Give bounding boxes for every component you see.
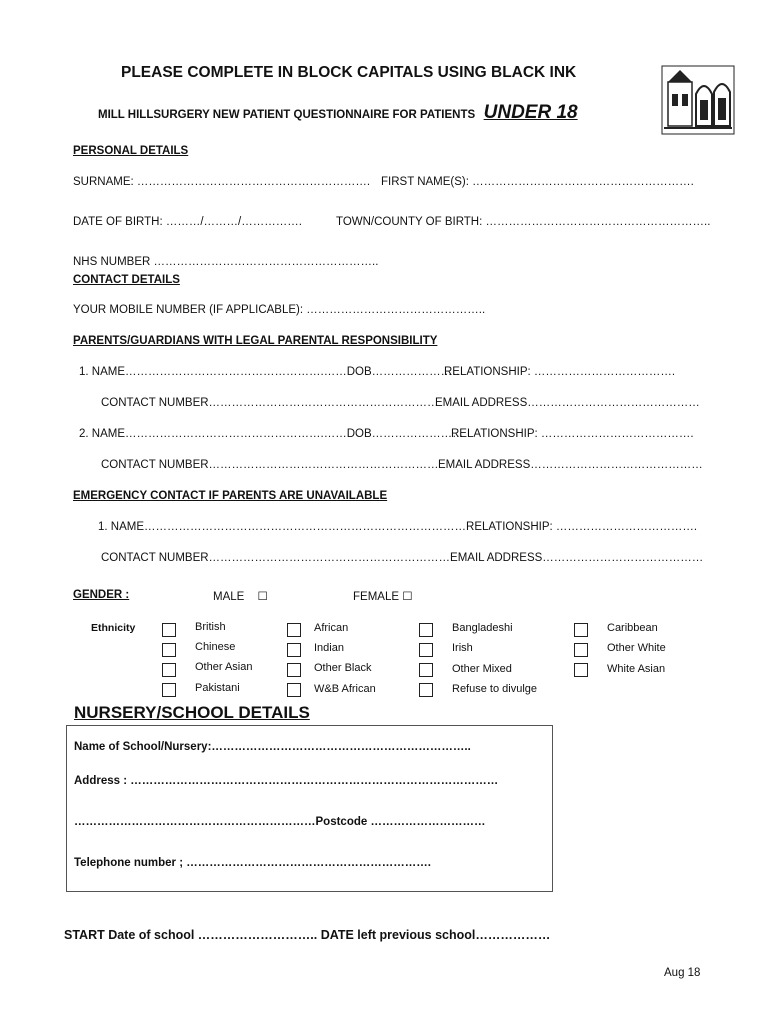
ethnicity-checkbox[interactable] — [419, 683, 433, 697]
under-18-label: UNDER 18 — [483, 102, 578, 123]
ethnicity-option: British — [195, 621, 226, 633]
parent2-name-field[interactable]: 2. NAME…………………………………………….……DOB…………………… — [79, 428, 464, 440]
surgery-logo-icon — [660, 64, 736, 136]
subtitle-text: MILL HILLSURGERY NEW PATIENT QUESTIONNAIRE FOR PATIENTS — [98, 109, 476, 121]
female-label: FEMALE — [353, 591, 400, 603]
ethnicity-option: White Asian — [607, 663, 666, 675]
form-subtitle — [98, 102, 578, 124]
ethnicity-checkbox[interactable] — [574, 623, 588, 637]
parent2-relationship-field[interactable]: RELATIONSHIP: …………………………………. — [451, 428, 694, 440]
ethnicity-option: W&B African — [314, 683, 376, 695]
parent1-name-field[interactable]: 1. NAME…………………………………………….……DOB…………………… — [79, 366, 464, 378]
parent1-relationship-field[interactable]: RELATIONSHIP: ………………………………. — [444, 366, 676, 378]
ethnicity-option: Chinese — [195, 641, 236, 653]
school-telephone-field[interactable]: Telephone number ; ………………………………………………………. — [74, 857, 431, 869]
gender-female-option[interactable] — [353, 589, 413, 603]
gender-male-option[interactable] — [213, 589, 268, 603]
ethnicity-option: Indian — [314, 642, 344, 654]
ethnicity-option: Irish — [452, 642, 473, 654]
parent2-email-field[interactable]: EMAIL ADDRESS……………………………………… — [438, 459, 703, 471]
emergency-name-field[interactable]: 1. NAME…………………………………………………………………………RELATIONSHIP: ………………………………. — [98, 521, 698, 533]
ethnicity-label: Ethnicity — [91, 622, 136, 634]
ethnicity-checkbox[interactable] — [419, 623, 433, 637]
school-details-heading: NURSERY/SCHOOL DETAILS — [74, 703, 310, 722]
nhs-number-field[interactable]: NHS NUMBER ………………………………………………….. — [73, 256, 379, 268]
ethnicity-checkbox[interactable] — [287, 663, 301, 677]
ethnicity-option: Other White — [607, 642, 666, 654]
male-label: MALE — [213, 591, 245, 603]
ethnicity-option: Pakistani — [195, 682, 240, 694]
school-dates-field[interactable]: START Date of school ……………………….. DATE left previous school……………… — [64, 928, 551, 942]
ethnicity-checkbox[interactable] — [162, 663, 176, 677]
contact-details-heading: CONTACT DETAILS — [73, 274, 180, 286]
gender-label: GENDER : — [73, 589, 130, 601]
ethnicity-option: Other Mixed — [452, 663, 512, 675]
school-name-field[interactable]: Name of School/Nursery:………………………………………………………….. — [74, 741, 471, 753]
ethnicity-checkbox[interactable] — [162, 623, 176, 637]
ethnicity-option: Bangladeshi — [452, 622, 513, 634]
parent2-contact-field[interactable]: CONTACT NUMBER…………………………………………………… — [101, 459, 439, 471]
town-of-birth-field[interactable]: TOWN/COUNTY OF BIRTH: ………………………………………………….. — [336, 216, 711, 228]
parent1-email-field[interactable]: EMAIL ADDRESS……………………………………… — [435, 397, 700, 409]
footer-date: Aug 18 — [664, 967, 701, 979]
mobile-number-field[interactable]: YOUR MOBILE NUMBER (IF APPLICABLE): ……………………………………….. — [73, 304, 486, 316]
ethnicity-option: Caribbean — [607, 622, 658, 634]
parent1-contact-field[interactable]: CONTACT NUMBER…………………………………………………… — [101, 397, 439, 409]
ethnicity-checkbox[interactable] — [287, 683, 301, 697]
ethnicity-checkbox[interactable] — [287, 643, 301, 657]
ethnicity-checkbox[interactable] — [419, 643, 433, 657]
personal-details-heading: PERSONAL DETAILS — [73, 145, 189, 157]
first-name-field[interactable]: FIRST NAME(S): …………………………………………………. — [381, 176, 694, 188]
emergency-contact-heading: EMERGENCY CONTACT IF PARENTS ARE UNAVAILABLE — [73, 490, 388, 502]
ethnicity-option: Other Asian — [195, 661, 253, 673]
ethnicity-checkbox[interactable] — [574, 643, 588, 657]
ethnicity-checkbox[interactable] — [162, 643, 176, 657]
ethnicity-option: Refuse to divulge — [452, 683, 537, 695]
ethnicity-checkbox[interactable] — [287, 623, 301, 637]
emergency-contact-field[interactable]: CONTACT NUMBER………………………………………………………EMAIL ADDRESS…………………………………… — [101, 552, 704, 564]
date-of-birth-field[interactable]: DATE OF BIRTH: ………/………/……………. — [73, 216, 302, 228]
ethnicity-checkbox[interactable] — [574, 663, 588, 677]
male-checkbox[interactable]: ☐ — [257, 591, 268, 603]
school-postcode-field[interactable]: ………………………………………………………Postcode ………………………… — [74, 816, 486, 828]
school-address-field[interactable]: Address : …………………………………………………………………………………… — [74, 775, 499, 787]
ethnicity-option: African — [314, 622, 349, 634]
female-checkbox[interactable]: ☐ — [402, 591, 413, 603]
ethnicity-checkbox[interactable] — [162, 683, 176, 697]
ethnicity-checkbox[interactable] — [419, 663, 433, 677]
ethnicity-option: Other Black — [314, 662, 372, 674]
page-title: PLEASE COMPLETE IN BLOCK CAPITALS USING BLACK INK — [121, 64, 577, 81]
surname-field[interactable]: SURNAME: ……………………………………………………. — [73, 176, 371, 188]
parents-heading: PARENTS/GUARDIANS WITH LEGAL PARENTAL RESPONSIBILITY — [73, 335, 438, 347]
